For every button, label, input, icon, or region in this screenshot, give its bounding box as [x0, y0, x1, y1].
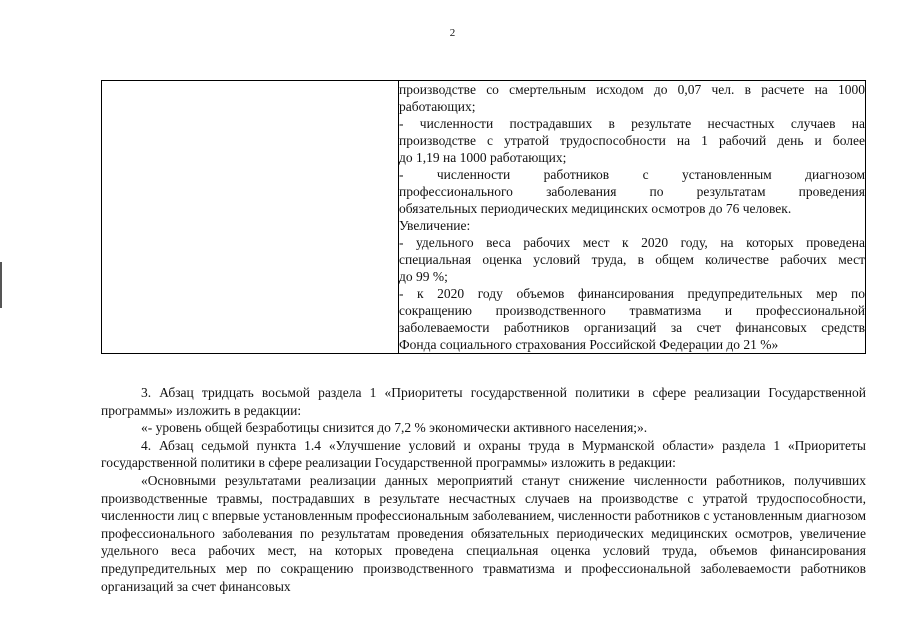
paragraph-quote-unemployment: «- уровень общей безработицы снизится до 7,2 % экономически активного населения;». [141, 420, 648, 436]
cell-line: до 1,19 на 1000 работающих; [399, 150, 567, 165]
paragraph-item-3: 3. Абзац тридцать восьмой раздела 1 «Приоритеты государственной политики в сфере реализации Государственной программы» изложить в редакции: [101, 385, 866, 418]
page-number: 2 [449, 27, 456, 39]
table-right-cell [399, 81, 866, 354]
cell-line: - к 2020 году объемов финансирования предупредительных мер по [399, 286, 865, 301]
cell-line: - численности работников с установленным диагнозом [399, 167, 865, 182]
cell-line: до 99 %; [399, 269, 448, 284]
cell-line: сокращению производственного травматизма и профессиональной [399, 303, 865, 318]
cell-line: производстве со смертельным исходом до 0,07 чел. в расчете на 1000 [399, 82, 865, 97]
program-indicators-table [101, 80, 866, 354]
cell-line: специальная оценка условий труда, в общем количестве рабочих мест [399, 252, 865, 267]
paragraph-quote-results: «Основными результатами реализации данных мероприятий станут снижение численности работников, получивших производственные травмы, пострадавших в результате несчастных случаев на производстве с утратой трудоспособности, численности лиц с впервые установленным профессиональным заболеванием, численности работников с установленным диагнозом профессионального заболевания по результатам проведения обязательных периодических медицинских осмотров, увеличение удельного веса рабочих мест, на которых проведена специальная оценка условий труда, объемов финансирования предупредительных мер по сокращению производственного травматизма и профессиональной заболеваемости работников организаций за счет финансовых [101, 472, 866, 594]
table-row [102, 81, 866, 354]
document-body [101, 384, 866, 595]
table-left-cell [102, 81, 399, 354]
cell-line: Фонда социального страхования Российской Федерации до 21 %» [399, 337, 779, 352]
scan-edge-mark [0, 262, 2, 308]
cell-line: - численности пострадавших в результате несчастных случаев на [399, 116, 865, 131]
cell-line: Увеличение: [399, 218, 471, 233]
cell-line: - удельного веса рабочих мест к 2020 году, на которых проведена [399, 235, 865, 250]
cell-line: профессионального заболевания по результатам проведения [399, 184, 865, 199]
paragraph-item-4: 4. Абзац седьмой пункта 1.4 «Улучшение условий и охраны труда в Мурманской области» раздела 1 «Приоритеты государственной политики в сфере реализации Государственной программы» изложить в редакции: [101, 437, 866, 471]
cell-line: обязательных периодических медицинских осмотров до 76 человек. [399, 201, 792, 216]
cell-line: производстве с утратой трудоспособности на 1 рабочий день и более [399, 133, 865, 148]
cell-line: заболеваемости работников организаций за счет финансовых средств [399, 320, 865, 335]
cell-line: работающих; [399, 99, 476, 114]
